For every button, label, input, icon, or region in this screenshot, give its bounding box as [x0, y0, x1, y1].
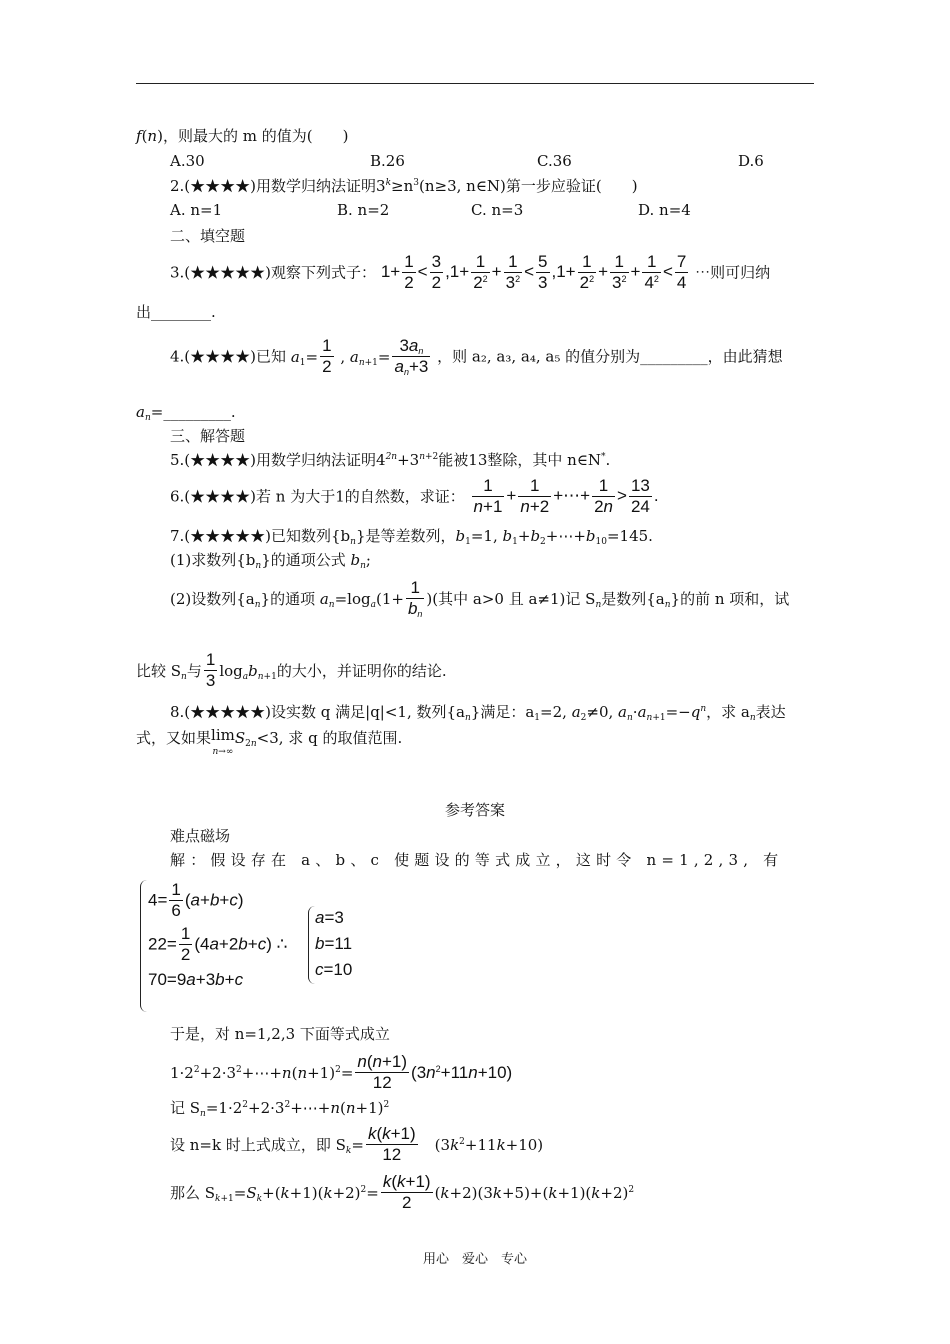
assume-k: 设 n=k 时上式成立，即 $S_k=$ $\frac{k(k+1)}{12}$ $(3k^2+11k+10)$	[170, 1124, 544, 1164]
identity: $1\cdot 2^2+2\cdot 3^2+\cdots+n(n+1)^2=$ $\frac{n(n+1)}{12}$ $(3n^2+11n+10)$	[170, 1052, 513, 1092]
sol-c: c=10	[315, 960, 353, 979]
q2-option-a: A. n=1	[170, 201, 223, 219]
solution-brace	[308, 906, 315, 984]
q2-stem: 2.(★★★★)用数学归纳法证明$3^k\ge n^3(n\ge 3$, n∈N)第一步应验证( )	[170, 177, 638, 195]
q1-tail: f(n)，则最大的 m 的值为( )	[136, 127, 349, 145]
answer-title: 参考答案	[444, 801, 505, 819]
section-fill-blank: 二、填空题	[170, 227, 246, 245]
q4: 4.(★★★★)已知 $a_1=$ $\frac{1}{2}$ , $a_{n+1}=$ $\frac{3a_n}{a_n+3}$ ，则 a₂, a₃, a₄, a₅ 的值分别为_________，由此猜想	[170, 336, 783, 377]
q2-option-d: D. n=4	[638, 201, 691, 219]
q4-out: $a_n=\_\_\_\_\_\_\_\_\_$.	[136, 403, 236, 423]
sol-b: b=11	[315, 934, 353, 953]
q6: 6.(★★★★)若 n 为大于1的自然数，求证： $\frac{1}{n+1}$ + $\frac{1}{n+2}$ +⋯+ $\frac{1}{2n}$ > $\frac{13}{24}$ .	[170, 476, 659, 516]
q7: 7.(★★★★★)已知数列$\{b_n\}$是等差数列，$b_1=1$, $b_1+b_2+\cdots+b_{10}=145$.	[170, 527, 653, 547]
q7-part3: 比较 $S_n$与 $\frac{1}{3}$ $\log_ab_{n+1}$的大小，并证明你的结论.	[136, 650, 447, 690]
q8-line2: 式，又如果lim $n\to\infty S_{2n}<3$, 求 q 的取值范围.	[136, 726, 403, 757]
induction-step: 那么 $S_{k+1}=S_k+(k+1)(k+2)^2=$ $\frac{k(k+1)}{2}$ $(k+2)(3k+5)+(k+1)(k+2)^2$	[170, 1172, 635, 1212]
page-footer: 用心 爱心 专心	[422, 1252, 527, 1267]
q3-out: 出________.	[136, 303, 216, 321]
q1-option-d: D.6	[738, 152, 764, 170]
q2-option-b: B. n=2	[337, 201, 390, 219]
q7-part1: (1)求数列$\{b_n\}$的通项公式 $b_n$;	[170, 551, 371, 571]
q5: 5.(★★★★)用数学归纳法证明$4^{2n}+3^{n+2}$能被13整除，其中 n∈N*.	[170, 451, 611, 469]
eq1: 4= $\frac{1}{6}$ (a+b+c)	[148, 880, 244, 920]
answer-subtitle: 难点磁场	[170, 827, 231, 845]
answer-line1: 解：假设存在 a、b、c 使题设的等式成立，这时令 n=1,2,3, 有	[170, 851, 784, 869]
sol-a: a=3	[315, 908, 344, 927]
header-rule	[136, 83, 814, 84]
eq2: 22= $\frac{1}{2}$ (4a+2b+c) ∴	[148, 924, 288, 964]
q7-part2: (2)设数列$\{a_n\}$的通项 $a_n=\log_a(1+$ $\frac{1}{b_n}$ )(其中 a>0 且 a≠1)记 $S_n$是数列$\{a_n\}$的前 n 项和，试	[170, 578, 790, 619]
q1-option-c: C.36	[537, 152, 572, 170]
q2-option-c: C. n=3	[471, 201, 524, 219]
q3: 3.(★★★★★)观察下列式子： 1+ $\frac{1}{2}$ < $\frac{3}{2}$ ,1+ $\frac{1}{2^2}$ + $\frac{1}{3^2}$ < $\frac{5}{3}$ ,1+ $\frac{1}{2^2}$ + $\frac{1}{3^2}$ + $\frac{1}{4^2}$ < $\frac{7}{4}$ ⋯则可归纳	[170, 252, 771, 292]
q1-option-a: A.30	[170, 152, 205, 170]
section-answer: 三、解答题	[170, 427, 246, 445]
q8: 8.(★★★★★)设实数 q 满足|q|<1, 数列$\{a_n\}$满足：$a_1=2$, $a_2\ne 0$, $a_n\cdot a_{n+1}=-q^n$，求 $a_n$表达	[170, 703, 786, 723]
eq3: 70=9a+3b+c	[148, 970, 244, 989]
q1-option-b: B.26	[370, 152, 405, 170]
define-sn: 记 $S_n=1\cdot 2^2+2\cdot 3^2+\cdots+n(n+1)^2$	[170, 1099, 390, 1119]
answer-then: 于是，对 n=1,2,3 下面等式成立	[170, 1025, 390, 1043]
